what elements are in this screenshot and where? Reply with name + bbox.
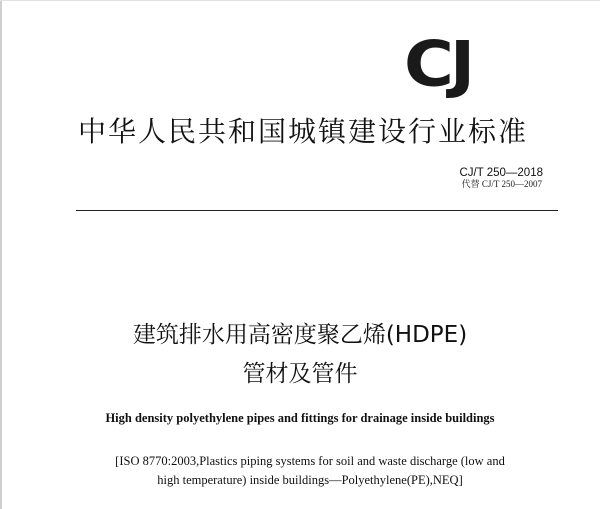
- chinese-title-line-1: 建筑排水用高密度聚乙烯(HDPE): [132, 322, 468, 348]
- organization-title: 中华人民共和国城镇建设行业标准: [78, 115, 529, 148]
- page-left-edge: [0, 0, 2, 509]
- cj-logo: CJ: [404, 28, 472, 102]
- chinese-title-line-2: 管材及管件: [242, 361, 358, 387]
- iso-reference: [60, 452, 560, 490]
- replaces-standard: 代替 CJ/T 250—2007: [461, 179, 542, 189]
- english-title: High density polyethylene pipes and fittings for drainage inside buildings: [105, 411, 495, 425]
- iso-reference-line-2: high temperature) inside buildings—Polyethylene(PE),NEQ]: [157, 473, 463, 487]
- standard-code: CJ/T 250—2018: [459, 167, 543, 179]
- page-top-edge: [0, 0, 600, 1]
- header-divider: [76, 210, 558, 211]
- iso-reference-line-1: [ISO 8770:2003,Plastics piping systems for soil and waste discharge (low and: [115, 454, 505, 468]
